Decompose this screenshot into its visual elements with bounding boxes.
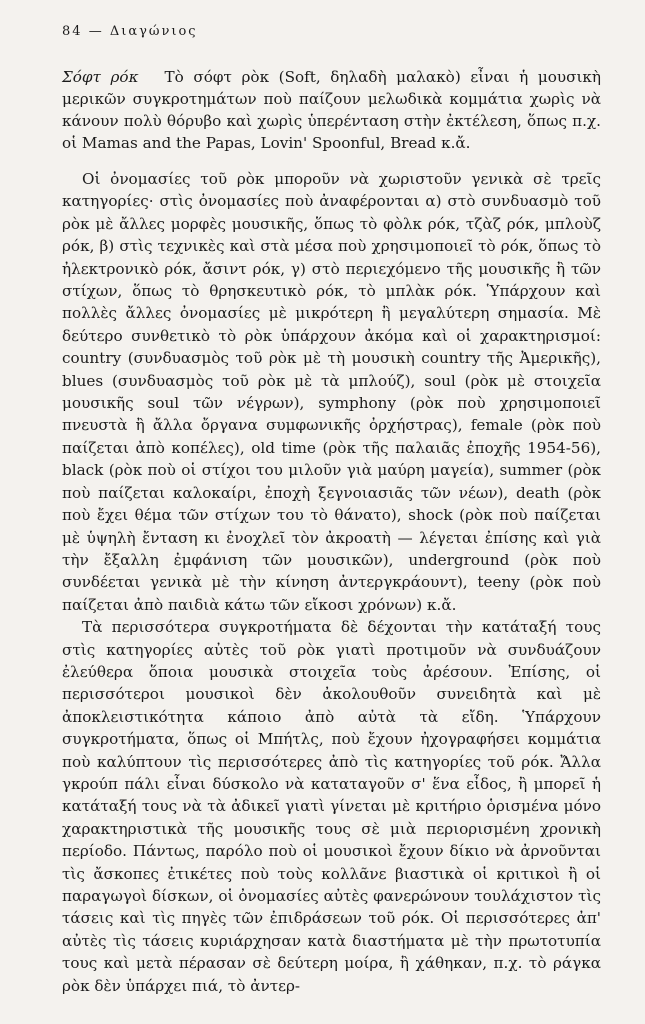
book-title: Διαγώνιος [109,24,198,39]
body-paragraph-2: Τὰ περισσότερα συγκροτήματα δὲ δέχονται τὴν κατάταξή τους στὶς κατηγορίες αὐτὲς τοῦ ρὸκ γιατὶ προτιμοῦν νὰ συνδυάζουν ἐλεύθερα ὅποια μουσικὰ στοιχεῖα τοὺς ἀρέσουν. Ἐπίσης, οἱ περισσότεροι μουσικοὶ δὲν ἀκολουθοῦν συνειδητὰ καὶ μὲ ἀποκλειστικότητα κάποιο ἀπὸ αὐτὰ τὰ εἴδη. Ὑπάρχουν συγκροτήματα, ὅπως οἱ Μπήτλς, ποὺ ἔχουν ἠχογραφήσει κομμάτια ποὺ καλύπτουν τὶς περισσότερες ἀπὸ τὶς κατηγορίες τοῦ ρόκ. Ἄλλα γκρούπ πάλι εἶναι δύσκολο νὰ καταταγοῦν σ' ἕνα εἶδος, ἢ μπορεῖ ἡ κατάταξή τους νὰ τὰ ἀδικεῖ γιατὶ γίνεται μὲ κριτήριο ὁρισμένα μόνο χαρακτηριστικὰ τῆς μουσικῆς τους σὲ μιὰ περιορισμένη χρονικὴ περίοδο. Πάντως, παρόλο ποὺ οἱ μουσικοὶ ἔχουν δίκιο νὰ ἀρνοῦνται τὶς ἄσκοπες ἐτικέτες ποὺ τοὺς κολλᾶνε βιαστικὰ οἱ κριτικοὶ ἢ οἱ παραγωγοὶ δίσκων, οἱ ὀνομασίες αὐτὲς φανερώνουν τουλάχιστον τὶς τάσεις καὶ τὶς πηγὲς τῶν ἐπιδράσεων τοῦ ρόκ. Οἱ περισσότερες ἀπ' αὐτὲς τὶς τάσεις κυριάρχησαν κατὰ διαστήματα μὲ τὴν πρωτοτυπία τους καὶ μετὰ πέρασαν σὲ δεύτερη μοίρα, ἢ χάθηκαν, π.χ. τὸ ράγκα ρὸκ δὲν ὑπάρχει πιά, τὸ ἀντερ- [62,618,601,995]
running-head [62,24,601,40]
glossary-entry [62,66,601,154]
page-number: 84 [62,24,83,39]
body-paragraph-1: Οἱ ὀνομασίες τοῦ ρὸκ μποροῦν νὰ χωριστοῦν γενικὰ σὲ τρεῖς κατηγορίες· στὶς ὀνομασίες ποὺ ἀναφέρονται α) στὸ συνδυασμὸ τοῦ ρὸκ μὲ ἄλλες μορφὲς μουσικῆς, ὅπως τὸ φὸλκ ρόκ, τζὰζ ρόκ, μπλοὺζ ρόκ, β) στὶς τεχνικὲς καὶ στὰ μέσα ποὺ χρησιμοποιεῖ τὸ ρόκ, ὅπως τὸ ἠλεκτρονικὸ ρόκ, ἄσιντ ρόκ, γ) στὸ περιεχόμενο τῆς μουσικῆς ἢ τῶν στίχων, ὅπως τὸ θρησκευτικὸ ρόκ, τὸ μπλὰκ ρόκ. Ὑπάρχουν καὶ πολλὲς ἄλλες ὀνομασίες μὲ μικρότερη ἢ μεγαλύτερη σημασία. Μὲ δεύτερο συνθετικὸ τὸ ρὸκ ὑπάρχουν ἀκόμα καὶ οἱ χαρακτηρισμοί: country (συνδυασμὸς τοῦ ρὸκ μὲ τὴ μουσικὴ country τῆς Ἀμερικῆς), blues (συνδυασμὸς τοῦ ρὸκ μὲ τὰ μπλούζ), soul (ρὸκ μὲ στοιχεῖα μουσικῆς soul τῶν νέγρων), symphony (ρὸκ ποὺ χρησιμοποιεῖ πνευστὰ ἢ ἄλλα ὄργανα συμφωνικῆς ὀρχήστρας), female (ρὸκ ποὺ παίζεται ἀπὸ κοπέλες), old time (ρὸκ τῆς παλαιᾶς ἐποχῆς 1954-56), black (ρὸκ ποὺ οἱ στίχοι του μιλοῦν γιὰ μαύρη μαγεία), summer (ρὸκ ποὺ παίζεται καλοκαίρι, ἐποχὴ ξεγνοιασιᾶς τῶν νέων), death (ρὸκ ποὺ ἔχει θέμα τῶν στίχων του τὸ θάνατο), shock (ρὸκ ποὺ παίζεται μὲ ὑψηλὴ ἔνταση κι ἐνοχλεῖ τὸν ἀκροατὴ — λέγεται ἐπίσης καὶ γιὰ τὴν ἔξαλλη ἐμφάνιση τῶν μουσικῶν), underground (ρὸκ ποὺ συνδέεται γενικὰ μὲ τὴν κίνηση ἀντεργκράουντ), teeny (ρὸκ ποὺ παίζεται ἀπὸ παιδιὰ κάτω τῶν εἴκοσι χρόνων) κ.ἄ. [62,170,601,614]
header-dash: — [88,24,104,39]
entry-term: Σόφτ ρόκ [62,68,139,86]
entry-definition: Τὸ σόφτ ρὸκ (Soft, δηλαδὴ μαλακὸ) εἶναι ἡ μουσικὴ μερικῶν συγκροτημάτων ποὺ παίζουν μελωδικὰ κομμάτια χωρὶς νὰ κάνουν πολὺ θόρυβο καὶ χωρὶς ὑπερένταση στὴν ἐκτέλεση, ὅπως π.χ. οἱ Mamas and the Papas, Lovin' Spoonful, Bread κ.ἄ. [62,68,601,152]
